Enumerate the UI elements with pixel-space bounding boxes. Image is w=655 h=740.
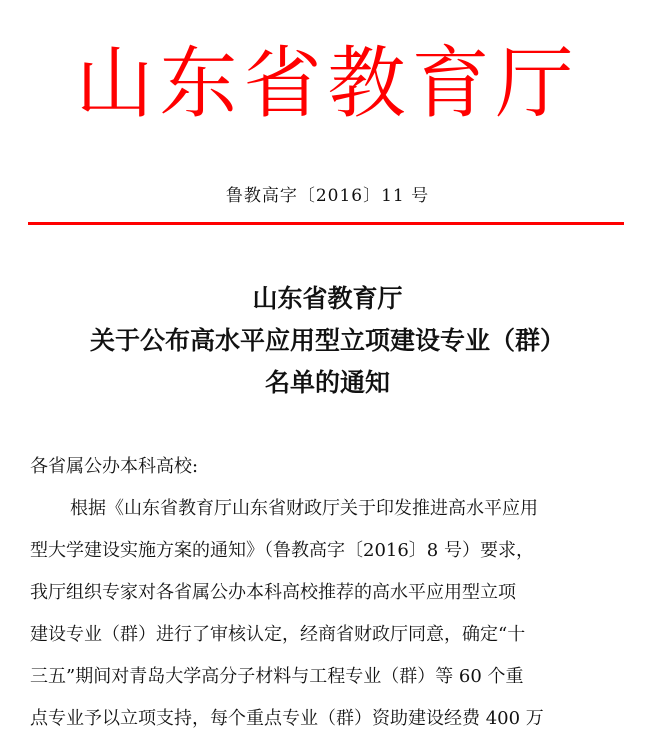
body-line-1: 根据《山东省教育厅山东省财政厅关于印发推进高水平应用 [70, 498, 538, 519]
document-number: 鲁教高字〔2016〕11 号 [225, 186, 430, 206]
letterhead-title: 山东省教育厅 [75, 39, 580, 129]
notice-title [0, 278, 655, 404]
body-line-6: 点专业予以立项支持，每个重点专业（群）资助建设经费 400 万 [30, 708, 544, 729]
notice-title-line-2: 关于公布高水平应用型立项建设专业（群） [89, 326, 565, 355]
notice-title-line-1: 山东省教育厅 [252, 284, 403, 313]
red-divider-line [28, 222, 624, 225]
body-line-5: 三五”期间对青岛大学高分子材料与工程专业（群）等 60 个重 [30, 666, 524, 687]
addressee: 各省属公办本科高校: [30, 456, 199, 477]
body-line-3: 我厅组织专家对各省属公办本科高校推荐的高水平应用型立项 [30, 582, 516, 603]
body-line-2: 型大学建设实施方案的通知》（鲁教高字〔2016〕8 号）要求， [30, 540, 534, 561]
body-line-4: 建设专业（群）进行了审核认定，经商省财政厅同意，确定“十 [30, 624, 526, 645]
notice-title-line-3: 名单的通知 [264, 368, 390, 397]
